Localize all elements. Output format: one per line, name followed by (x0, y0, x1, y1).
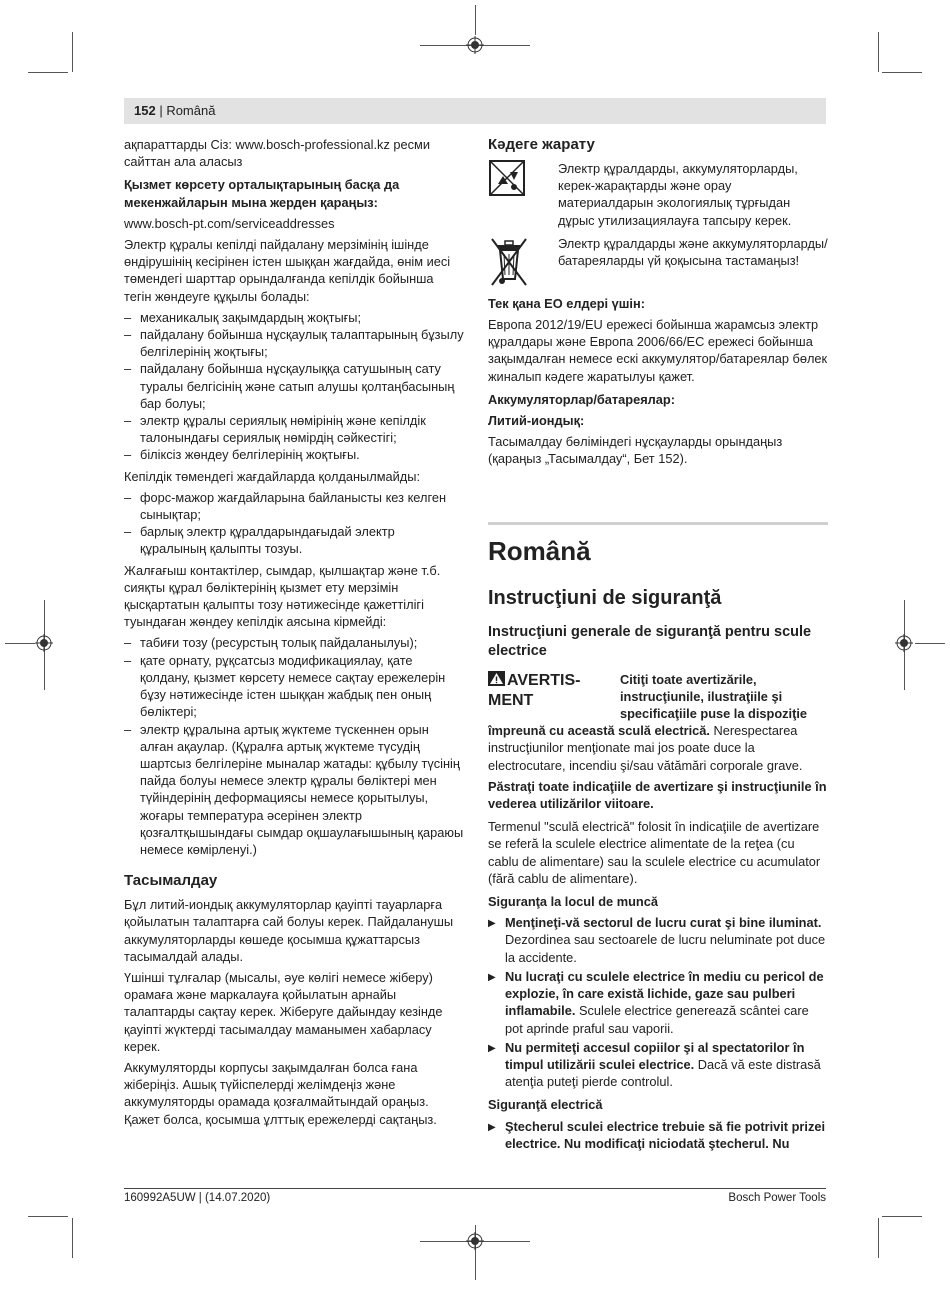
list-item: – барлық электр құралдарындағыдай электр құралының қалыпты тозуы. (124, 523, 464, 557)
page-header (124, 98, 826, 124)
electrical-heading: Siguranţă electrică (488, 1097, 603, 1113)
registration-mark-icon (466, 36, 484, 54)
page-number: 152 (134, 103, 156, 118)
service-url[interactable]: www.bosch-pt.com/serviceaddresses (124, 215, 335, 231)
crop-mark (475, 5, 476, 35)
disposal-bin-row (488, 235, 828, 287)
item-bold: Nu lucraţi cu sculele electrice în mediu cu pericol de explozie, în care există lichide, gaze sau pulberi inflamabile. (505, 968, 824, 1019)
paragraph: Тасымалдау бөліміндегі нұсқауларды орындаңыз (қараңыз „Тасымалдау“, Бет 152). (488, 434, 783, 467)
list-item (488, 1039, 828, 1091)
warning-triangle-icon (488, 671, 505, 691)
warning-badge (488, 671, 600, 710)
bin-text: Электр құралдарды және аккумуляторларды/батареяларды үй қоқысына тастамаңыз! (558, 235, 828, 269)
header-language: Română (166, 103, 216, 118)
list-item: – қате орнату, рұқсатсыз модификациялау, қате қолдану, қызмет көрсету немесе сақтау ережелерін бұзу нәтижесінде істен шыққан жабдық пен оның бөліктері; (124, 652, 464, 721)
service-centers-heading: Қызмет көрсету орталықтарының басқа да мекенжайларын мына жерден қараңыз: (124, 177, 400, 210)
eu-heading: Тек қана ЕО елдері үшін: (488, 295, 645, 311)
crop-mark (878, 1218, 879, 1258)
paragraph: Электр құралы кепілді пайдалану мерзімінің ішінде өндірушінің кесірінен істен шыққан жағдайда, өнім иесі төмендегі шарттар орындалғанда кепілдік бойынша тегін жөндеуге құқылы болады: (124, 237, 451, 304)
list-item (488, 968, 828, 1037)
paragraph: Аккумуляторды корпусы зақымдалған болса ғана жіберіңіз. Ашық түйіспелерді желімдеңіз және аккумуляторды орамада қозғалмайтындай ораңыз. Қажет болса, қосымша ұлттық ережелерді сақтаңыз. (124, 1059, 437, 1127)
footer-doc-id: 160992A5UW | (14.07.2020) (124, 1192, 271, 1204)
crop-mark (28, 72, 68, 73)
list-item: – электр құралына артық жүктеме түскеннен орын алған ақаулар. (Құралға артық жүктеме түсудің шартсыз белгілеріне мыналар жатады: құбылу түсінің пайда болуы немесе электр құралы бөліктері мен түйіндерінің деформациясы немесе қорытылуы, жоғары температура әсерінен электр қозғалтқышындағы сымдар оқшаулағышының қараюы немесе көмірленуі.) (124, 721, 464, 859)
list-item (488, 914, 828, 966)
crop-mark (28, 1216, 68, 1217)
warning-rest-text: Nerespectarea instrucţiunilor menţionate mai jos poate duce la electrocutare, incendiu şi/sau vătămări corporale grave. (488, 723, 803, 773)
workplace-heading: Siguranţa la locul de muncă (488, 894, 658, 910)
warning-block (488, 671, 828, 778)
registration-mark-icon (895, 634, 913, 652)
footer-brand: Bosch Power Tools (728, 1192, 826, 1204)
paragraph: Жалғағыш контактілер, сымдар, қылшақтар және т.б. сияқты құрал бөліктерінің қызмет ету мерзімін қысқартатын қалыпты тозу нәтижесінде қажеттілігі туындаған жөндеу кепілдік аясына кірмейді: (124, 562, 441, 630)
list-item: – механикалық зақымдардың жоқтығы; (124, 309, 464, 326)
warranty-conditions-list (124, 309, 464, 464)
paragraph: Бұл литий-иондық аккумуляторлар қауіпті тауарларға қойылатын талаптарға сай болуы керек. Пайдаланушы аккумуляторларды көшеде қосымша құжаттарсыз тасымалдай алады. (124, 897, 454, 964)
list-item: – біліксіз жөндеу белгілерінің жоқтығы. (124, 446, 464, 463)
wear-list (124, 634, 464, 858)
paragraph: Европа 2012/19/EU ережесі бойынша жарамсыз электр құралдары және Европа 2006/66/EC ережесі бойынша зақымдалған немесе ескі аккумулятор/батареялар бөлек жиналып кәдеге жаратылуы қажет. (488, 317, 828, 384)
paragraph: Кепілдік төмендегі жағдайларда қолданылмайды: (124, 468, 421, 484)
item-text: Dezordinea sau sectoarele de lucru neluminate pot duce la accidente. (505, 932, 826, 965)
warranty-exclusions-list (124, 489, 464, 558)
workplace-list (488, 914, 828, 1090)
keep-instructions: Păstraţi toate indicaţiile de avertizare şi instrucţiunile în vederea utilizărilor viitoare. (488, 778, 827, 812)
paragraph: Үшінші тұлғалар (мысалы, әуе көлігі немесе жіберу) орамаға және маркалауға қойылатын арнайы талаптарды сақтау керек. Жіберуге дайындау кезінде қауіпті жүктерді тасымалдау маманымен хабарласу керек. (124, 969, 443, 1054)
disposal-heading: Кәдеге жарату (488, 136, 595, 153)
safety-title: Instrucţiuni de siguranţă (488, 586, 722, 609)
crossed-bin-icon (488, 235, 544, 287)
footer-divider (124, 1188, 826, 1189)
registration-mark-icon (35, 634, 53, 652)
recycle-icon (488, 160, 544, 229)
crop-mark (5, 643, 35, 644)
paragraph: Termenul "sculă electrică" folosit în indicaţiile de avertizare se referă la sculele electrice alimentate de la reţea (cu cablu de alimentare) sau la sculele electrice cu acumulator (fără cablu de alimentare). (488, 819, 821, 886)
general-safety-title: Instrucţiuni generale de siguranţă pentru scule electrice (488, 623, 812, 659)
disposal-recycle-row (488, 160, 828, 229)
electrical-list (488, 1118, 828, 1152)
crop-mark (72, 1218, 73, 1258)
list-item: – форс-мажор жағдайларына байланысты кез келген сынықтар; (124, 489, 464, 523)
crop-mark (878, 32, 879, 72)
item-bold: Menţineţi-vă sectorul de lucru curat şi bine iluminat. (505, 915, 822, 931)
transport-heading: Тасымалдау (124, 872, 218, 890)
crop-mark (882, 1216, 922, 1217)
item-text: Dacă vă este distrasă atenţia puteţi pierde controlul. (505, 1056, 821, 1090)
list-item: – табиғи тозу (ресурстың толық пайдаланылуы); (124, 634, 464, 651)
list-item: – пайдалану бойынша нұсқаулық талаптарының бұзылу белгілерінің жоқтығы; (124, 326, 464, 360)
warning-label: AVERTIS-MENT (488, 671, 581, 709)
header-text: 152 | Română (134, 103, 216, 118)
left-column (124, 136, 464, 1132)
batteries-heading: Аккумуляторлар/батареялар: (488, 391, 676, 407)
list-item: – электр құралы сериялық нөмірінің және кепілдік талонындағы сериялық нөмірдің сәйкестігі; (124, 412, 464, 446)
registration-mark-icon (466, 1232, 484, 1250)
item-text: Sculele electrice generează scântei care pot aprinde praful sau vaporii. (505, 1003, 809, 1036)
section-divider (488, 522, 828, 525)
crop-mark (72, 32, 73, 72)
paragraph: ақпараттарды Сіз: www.bosch-professional.kz ресми сайттан ала аласыз (124, 137, 430, 170)
section-title: Română (488, 535, 591, 566)
recycle-text: Электр құралдарды, аккумуляторларды, керек-жарақтарды және орау материалдарын экологиялық тұрғыдан дұрыс утилизациялауға тапсыру керек. (558, 161, 798, 228)
warning-bold-text: Citiţi toate avertizările, instrucţiunile, ilustraţiile şi specificaţiile puse la dispoziţie împreună cu această sculă electrică. (488, 671, 808, 739)
list-item (488, 1118, 828, 1152)
right-column (488, 136, 828, 1156)
list-item: – пайдалану бойынша нұсқаулыққа сатушының сату туралы белгісінің және сатып алушы қолтаңбасының бар болуы; (124, 360, 464, 412)
item-bold: Ştecherul sculei electrice trebuie să fie potrivit prizei electrice. Nu modificaţi niciodată ştecherul. Nu (505, 1118, 826, 1151)
crop-mark (915, 643, 945, 644)
crop-mark (882, 72, 922, 73)
liion-heading: Литий-иондық: (488, 413, 585, 429)
item-bold: Nu permiteţi accesul copiilor şi al spectatorilor în timpul utilizării sculei electrice. (505, 1039, 805, 1072)
